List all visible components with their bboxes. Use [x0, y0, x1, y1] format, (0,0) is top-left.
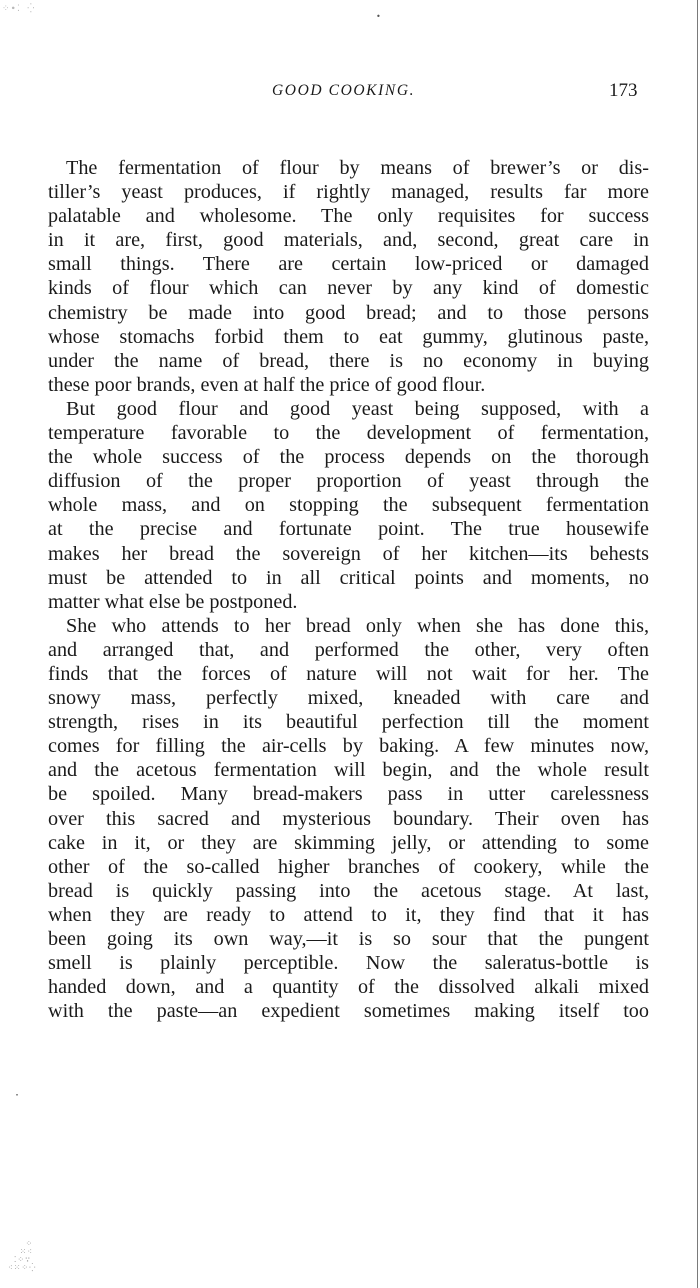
text-line: under the name of bread, there is no economy in buying — [48, 349, 649, 372]
text-line: over this sacred and mysterious boundary. Their oven has — [48, 807, 649, 830]
scan-speckle-top-dot: • — [376, 12, 382, 21]
scan-speckle-bottom-left: ⁘ ⁙⁖ ⁚⁘∵ ⁖⁙⁘⁛ — [8, 1239, 37, 1272]
text-line: comes for filling the air-cells by baking. A few minutes now, — [48, 735, 649, 758]
text-line: chemistry be made into good bread; and to those persons — [48, 301, 649, 324]
scan-speckle-margin-dot: · — [14, 1090, 22, 1101]
text-line: matter what else be postponed. — [48, 590, 298, 613]
running-head — [0, 82, 700, 106]
text-line: and arranged that, and performed the other, very often — [48, 638, 649, 661]
text-line: when they are ready to attend to it, they find that it has — [48, 903, 649, 926]
text-line: these poor brands, even at half the price of good flour. — [48, 373, 486, 396]
text-line: kinds of flour which can never by any kind of domestic — [48, 277, 649, 300]
page-body — [48, 156, 649, 1023]
text-line: small things. There are certain low-priced or damaged — [48, 253, 649, 276]
text-line: must be attended to in all critical points and moments, no — [48, 566, 649, 589]
text-line: at the precise and fortunate point. The true housewife — [48, 518, 649, 541]
text-line: the whole success of the process depends on the thorough — [48, 446, 649, 469]
scan-speckle-top-left: ⁘∙⁚ ⁛ — [2, 4, 36, 14]
text-line: She who attends to her bread only when she has done this, — [66, 614, 649, 637]
text-line: snowy mass, perfectly mixed, kneaded with care and — [48, 687, 649, 710]
text-line: whole mass, and on stopping the subsequent fermentation — [48, 494, 649, 517]
text-line: strength, rises in its beautiful perfection till the moment — [48, 711, 649, 734]
text-line: with the paste—an expedient sometimes making itself too — [48, 1000, 649, 1023]
text-line: tiller’s yeast produces, if rightly managed, results far more — [48, 181, 649, 204]
text-line: The fermentation of flour by means of brewer’s or dis- — [66, 157, 649, 179]
text-line: cake in it, or they are skimming jelly, or attending to some — [48, 831, 649, 854]
text-line: makes her bread the sovereign of her kitchen—its behests — [48, 542, 649, 565]
text-line: be spoiled. Many bread-makers pass in utter carelessness — [48, 783, 649, 806]
page-number: 173 — [609, 80, 638, 101]
paragraph-2 — [48, 397, 649, 614]
text-line: in it are, first, good materials, and, second, great care in — [48, 229, 649, 252]
running-title: GOOD COOKING. — [272, 82, 416, 99]
text-line: whose stomachs forbid them to eat gummy, glutinous paste, — [48, 325, 649, 348]
text-line: diffusion of the proper proportion of yeast through the — [48, 470, 649, 493]
text-line: finds that the forces of nature will not wait for her. The — [48, 662, 649, 685]
text-line: bread is quickly passing into the acetous stage. At last, — [48, 879, 649, 902]
page-edge-line — [697, 0, 698, 1288]
text-line: palatable and wholesome. The only requisites for success — [48, 205, 649, 228]
text-line: smell is plainly perceptible. Now the saleratus-bottle is — [48, 952, 649, 975]
text-line: and the acetous fermentation will begin, and the whole result — [48, 759, 649, 782]
text-line: other of the so-called higher branches of cookery, while the — [48, 855, 649, 878]
text-line: handed down, and a quantity of the dissolved alkali mixed — [48, 976, 649, 999]
paragraph-3 — [48, 614, 649, 1024]
text-line: been going its own way,—it is so sour that the pungent — [48, 928, 649, 950]
paragraph-1 — [48, 156, 649, 397]
text-line: temperature favorable to the development of fermentation, — [48, 422, 649, 445]
text-line: But good flour and good yeast being supposed, with a — [66, 397, 649, 420]
